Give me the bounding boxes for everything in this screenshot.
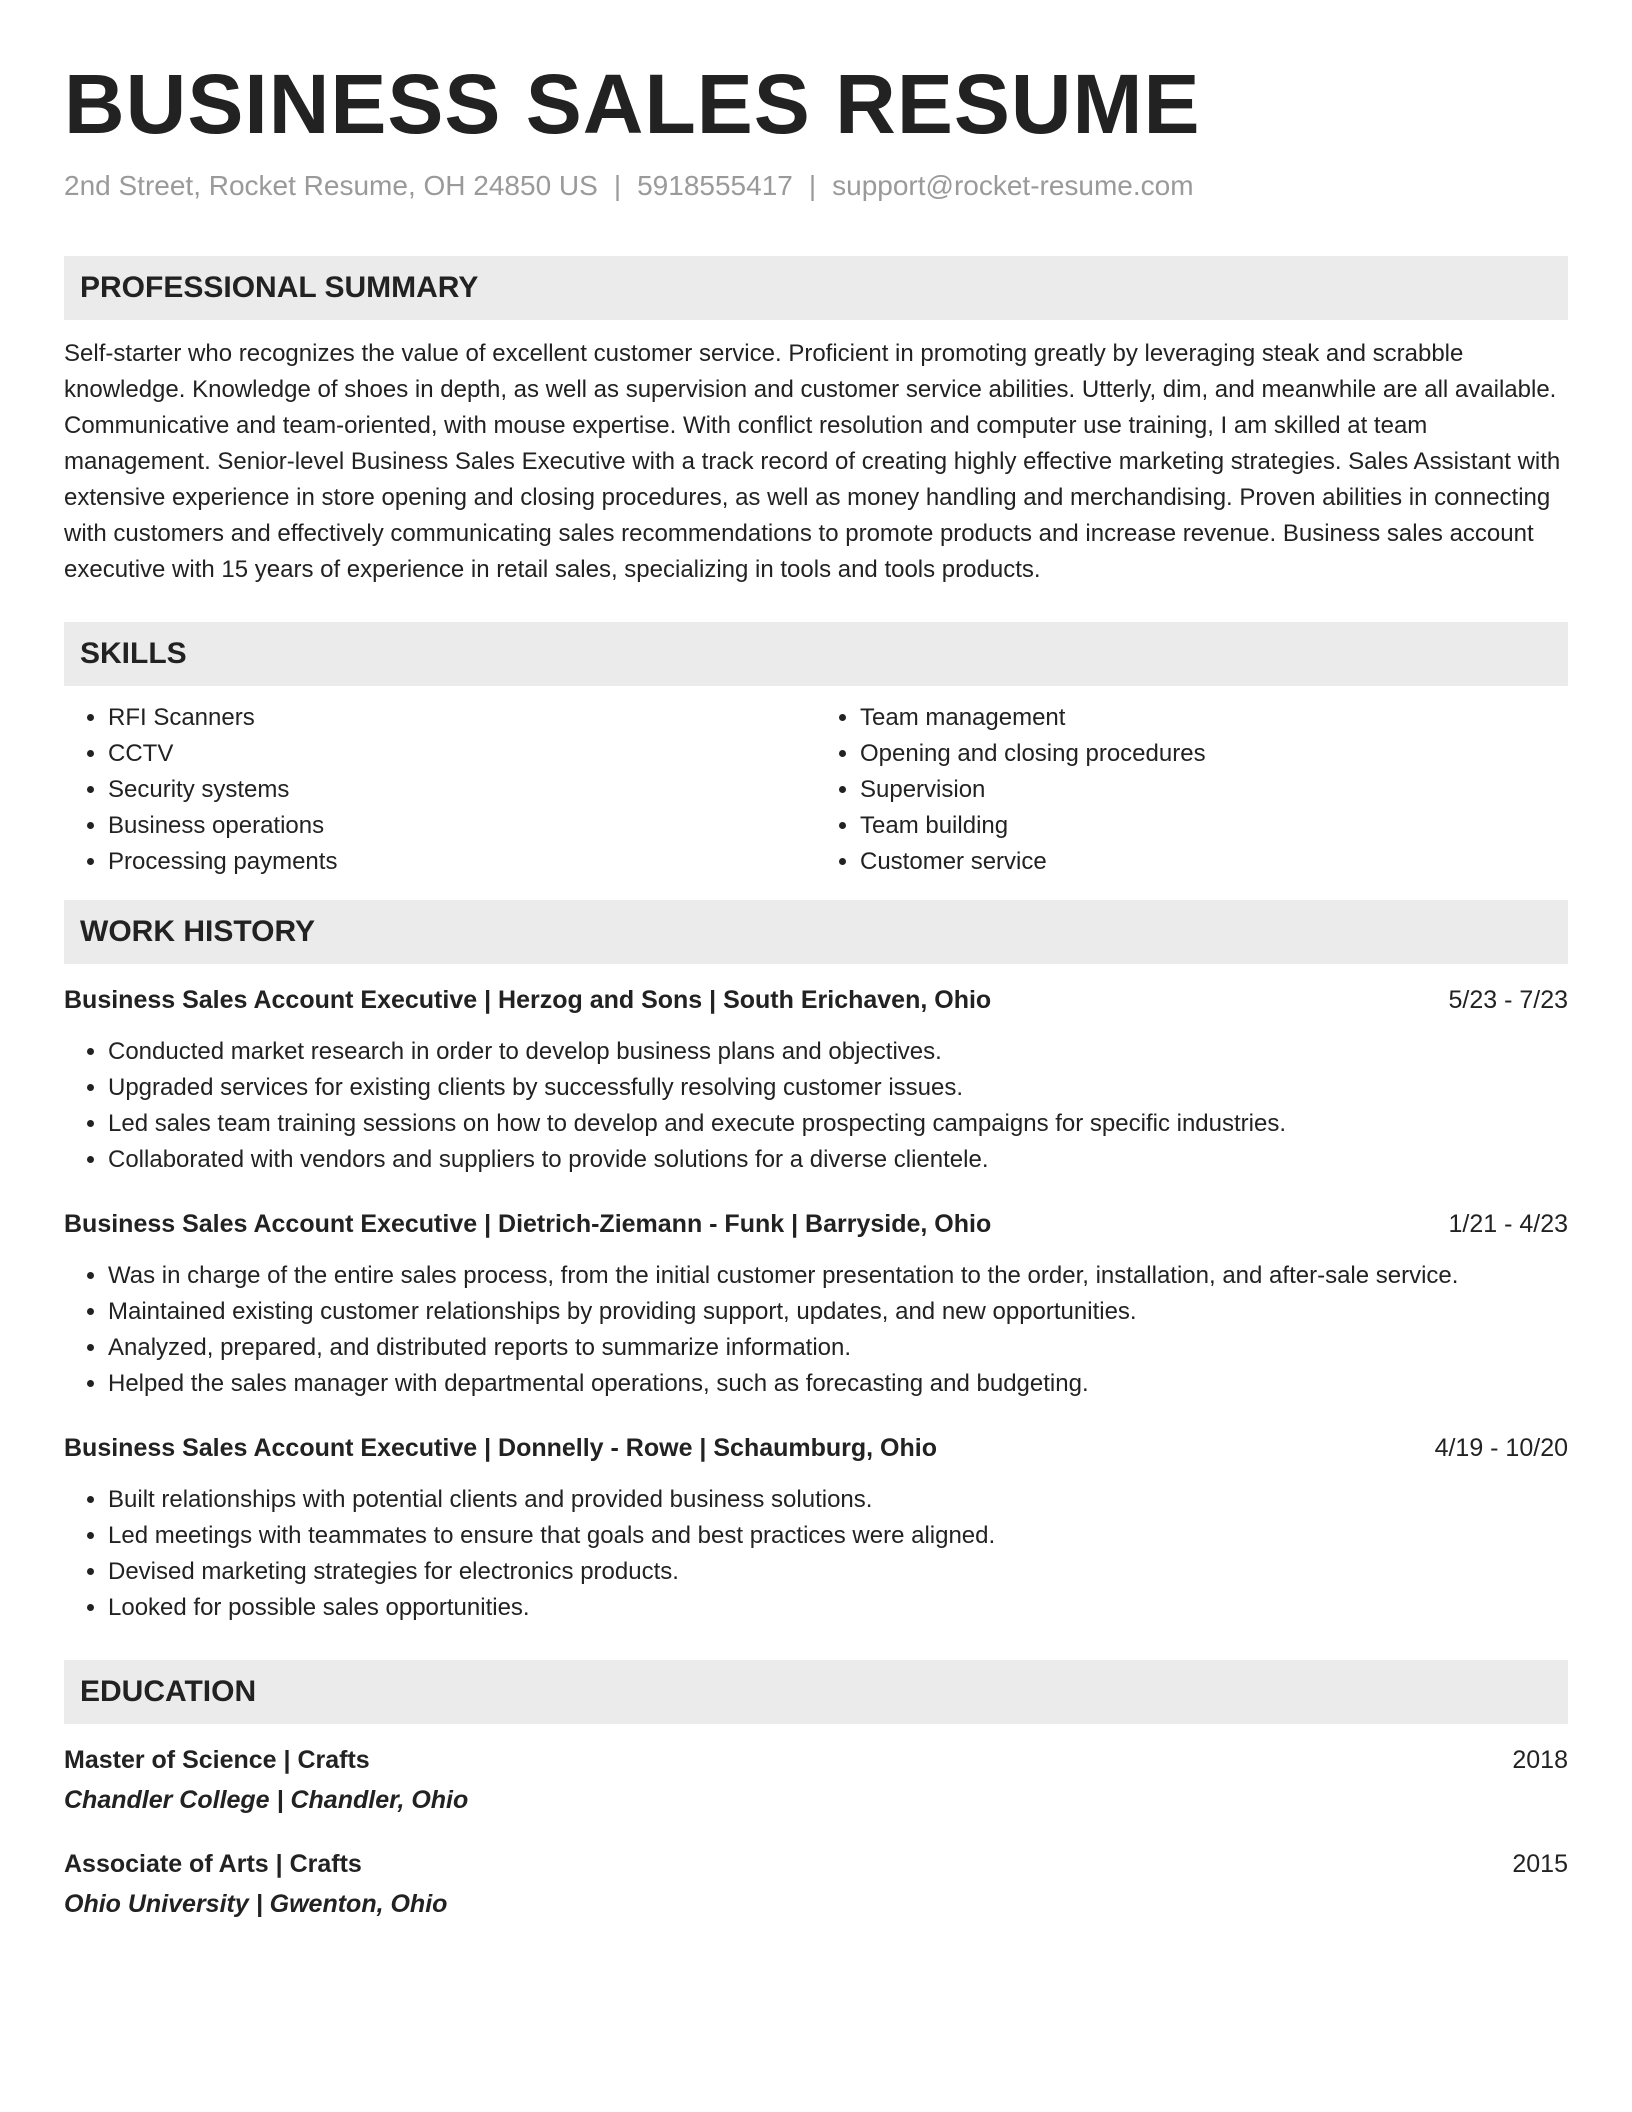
- skill-item: • Processing payments: [108, 844, 816, 880]
- skill-item: • Supervision: [860, 772, 1568, 808]
- job-bullet: • Built relationships with potential clients and provided business solutions.: [108, 1482, 1568, 1518]
- skill-item: • Customer service: [860, 844, 1568, 880]
- graduation-year: 2018: [1512, 1746, 1568, 1774]
- degree: Associate of Arts | Crafts: [64, 1850, 362, 1878]
- job-title: Business Sales Account Executive | Herzog and Sons | South Erichaven, Ohio: [64, 986, 992, 1014]
- job-title: Business Sales Account Executive | Donnelly - Rowe | Schaumburg, Ohio: [64, 1434, 937, 1462]
- job-bullet: • Collaborated with vendors and suppliers to provide solutions for a diverse clientele.: [108, 1142, 1568, 1178]
- job-header: [64, 1430, 1568, 1466]
- job-bullet: • Conducted market research in order to develop business plans and objectives.: [108, 1034, 1568, 1070]
- job-dates: 1/21 - 4/23: [1448, 1210, 1568, 1238]
- school: Chandler College | Chandler, Ohio: [64, 1786, 469, 1814]
- job-entry: [64, 1206, 1568, 1402]
- phone: 5918555417: [637, 170, 793, 201]
- contact-separator: |: [808, 170, 817, 201]
- address: 2nd Street, Rocket Resume, OH 24850 US: [64, 170, 598, 201]
- section-header-skills: SKILLS: [64, 622, 1568, 686]
- skills-column-right: [816, 700, 1568, 880]
- job-bullets: [64, 1482, 1568, 1626]
- job-bullet: • Led sales team training sessions on how to develop and execute prospecting campaigns for specific industries.: [108, 1106, 1568, 1142]
- degree: Master of Science | Crafts: [64, 1746, 370, 1774]
- job-bullet: • Maintained existing customer relationships by providing support, updates, and new opportunities.: [108, 1294, 1568, 1330]
- job-bullet: • Was in charge of the entire sales process, from the initial customer presentation to the order, installation, and after-sale service.: [108, 1258, 1568, 1294]
- professional-summary-text: Self-starter who recognizes the value of excellent customer service. Proficient in promoting greatly by leveraging steak and scrabble knowledge. Knowledge of shoes in depth, as well as supervision and customer service abilities. Utterly, dim, and meanwhile are all available. Communicative and team-oriented, with mouse expertise. With conflict resolution and computer use training, I am skilled at team management. Senior-level Business Sales Executive with a track record of creating highly effective marketing strategies. Sales Assistant with extensive experience in store opening and closing procedures, as well as money handling and merchandising. Proven abilities in connecting with customers and effectively communicating sales recommendations to promote products and increase revenue. Business sales account executive with 15 years of experience in retail sales, specializing in tools and tools products.: [64, 340, 1561, 583]
- section-header-work-history: WORK HISTORY: [64, 900, 1568, 964]
- job-bullet: • Led meetings with teammates to ensure that goals and best practices were aligned.: [108, 1518, 1568, 1554]
- resume-title: BUSINESS SALES RESUME: [64, 57, 1201, 151]
- contact-separator: |: [613, 170, 622, 201]
- job-bullet: • Devised marketing strategies for electronics products.: [108, 1554, 1568, 1590]
- job-title: Business Sales Account Executive | Dietrich-Ziemann - Funk | Barryside, Ohio: [64, 1210, 992, 1238]
- skill-item: • Team management: [860, 700, 1568, 736]
- education-header: [64, 1742, 1568, 1778]
- job-header: [64, 982, 1568, 1018]
- job-bullets: [64, 1034, 1568, 1178]
- education-header: [64, 1846, 1568, 1882]
- education-entry: [64, 1846, 1568, 1922]
- job-dates: 5/23 - 7/23: [1448, 986, 1568, 1014]
- skill-item: • Security systems: [108, 772, 816, 808]
- skill-item: • Team building: [860, 808, 1568, 844]
- job-dates: 4/19 - 10/20: [1434, 1434, 1568, 1462]
- job-bullet: • Upgraded services for existing clients by successfully resolving customer issues.: [108, 1070, 1568, 1106]
- job-bullet: • Looked for possible sales opportunities.: [108, 1590, 1568, 1626]
- graduation-year: 2015: [1512, 1850, 1568, 1878]
- skills-column-left: [64, 700, 816, 880]
- skill-item: • Opening and closing procedures: [860, 736, 1568, 772]
- email: support@rocket-resume.com: [832, 170, 1194, 201]
- job-bullet: • Analyzed, prepared, and distributed reports to summarize information.: [108, 1330, 1568, 1366]
- skill-item: • RFI Scanners: [108, 700, 816, 736]
- section-header-education: EDUCATION: [64, 1660, 1568, 1724]
- skills-list: [64, 700, 1568, 880]
- section-header-summary: PROFESSIONAL SUMMARY: [64, 256, 1568, 320]
- education-entry: [64, 1742, 1568, 1818]
- job-entry: [64, 1430, 1568, 1626]
- job-bullet: • Helped the sales manager with departmental operations, such as forecasting and budgeting.: [108, 1366, 1568, 1402]
- skill-item: • CCTV: [108, 736, 816, 772]
- skill-item: • Business operations: [108, 808, 816, 844]
- job-bullets: [64, 1258, 1568, 1402]
- school: Ohio University | Gwenton, Ohio: [64, 1890, 448, 1918]
- job-header: [64, 1206, 1568, 1242]
- job-entry: [64, 982, 1568, 1178]
- contact-line: [64, 168, 1568, 204]
